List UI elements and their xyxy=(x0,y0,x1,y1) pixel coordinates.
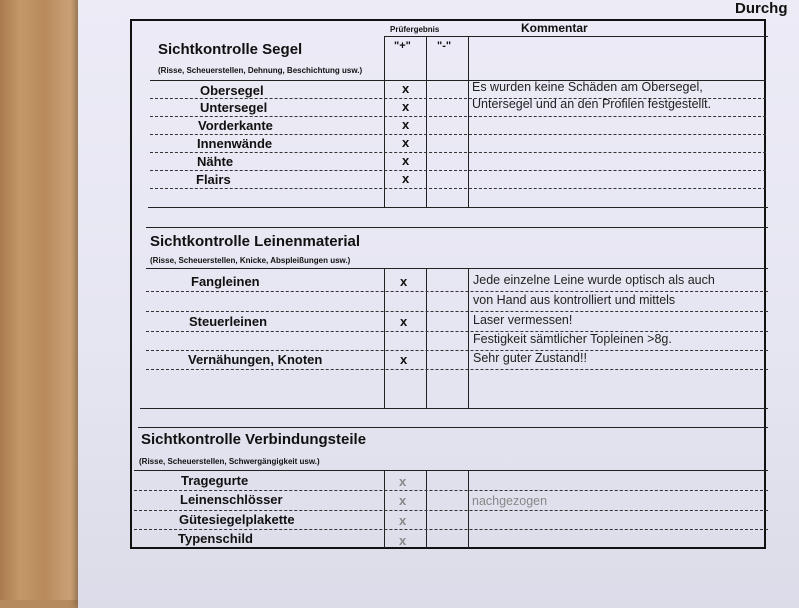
row-mark: x xyxy=(402,81,410,96)
row-label: Fangleinen xyxy=(191,274,260,289)
row-mark: x xyxy=(399,513,407,528)
col-line-minus-3 xyxy=(426,470,427,548)
row-divider xyxy=(146,369,768,370)
col-line-minus-2 xyxy=(426,268,427,408)
row-divider xyxy=(146,350,768,351)
row-comment: Sehr guter Zustand!! xyxy=(473,351,587,365)
row-label: Innenwände xyxy=(197,136,273,151)
col-line-comment xyxy=(468,36,469,208)
row-mark: x xyxy=(402,135,410,150)
col-line-result-2 xyxy=(384,268,385,408)
row-label: Vorderkante xyxy=(198,118,273,133)
row-divider xyxy=(150,188,766,189)
section-divider xyxy=(146,227,768,228)
row-mark: x xyxy=(399,474,407,489)
row-label: Typenschild xyxy=(178,531,253,546)
row-divider xyxy=(134,510,768,511)
section-divider xyxy=(140,408,768,409)
row-divider xyxy=(150,152,766,153)
row-divider xyxy=(150,116,766,117)
row-label: Tragegurte xyxy=(181,473,249,488)
row-comment: von Hand aus kontrolliert und mittels xyxy=(473,293,676,307)
section-divider xyxy=(148,207,768,208)
row-label: Vernähungen, Knoten xyxy=(188,352,323,367)
row-label: Obersegel xyxy=(200,83,264,98)
row-label: Leinenschlösser xyxy=(180,492,283,507)
section-subtitle: (Risse, Scheuerstellen, Schwergängigkeit usw.) xyxy=(139,457,320,466)
row-mark: x xyxy=(402,99,410,114)
row-divider xyxy=(146,331,768,332)
row-divider xyxy=(150,170,766,171)
col-line-comment-2 xyxy=(468,268,469,408)
comment-column-header: Kommentar xyxy=(521,21,588,35)
row-divider xyxy=(146,291,768,292)
section-divider xyxy=(138,427,768,428)
row-divider xyxy=(134,490,768,491)
row-label: Flairs xyxy=(196,172,231,187)
row-label: Steuerleinen xyxy=(189,314,268,329)
result-column-header: Prüfergebnis xyxy=(390,25,440,34)
row-mark: x xyxy=(400,314,408,329)
section-title: Sichtkontrolle Leinenmaterial xyxy=(150,233,361,250)
row-divider xyxy=(150,134,766,135)
col-line-result xyxy=(384,36,385,208)
row-label: Nähte xyxy=(197,154,234,169)
plus-column-header: "+" xyxy=(394,40,411,52)
section-title: Sichtkontrolle Segel xyxy=(158,41,303,58)
section-divider xyxy=(134,470,768,471)
section-subtitle: (Risse, Scheuerstellen, Knicke, Abspleißungen usw.) xyxy=(150,256,351,265)
row-label: Untersegel xyxy=(200,100,268,115)
row-mark: x xyxy=(399,533,407,548)
row-comment: Festigkeit sämtlicher Topleinen >8g. xyxy=(473,332,672,346)
minus-column-header: "-" xyxy=(437,40,452,52)
row-mark: x xyxy=(400,352,408,367)
col-line-minus xyxy=(426,36,427,208)
row-mark: x xyxy=(402,171,410,186)
row-divider xyxy=(146,311,768,312)
section-divider xyxy=(146,268,768,269)
col-line-result-3 xyxy=(384,470,385,548)
row-comment: Jede einzelne Leine wurde optisch als auch xyxy=(473,273,715,287)
row-label: Gütesiegelplakette xyxy=(179,512,295,527)
row-mark: x xyxy=(399,493,407,508)
header-divider xyxy=(384,36,768,37)
row-comment: nachgezogen xyxy=(472,494,548,508)
page-header-fragment: Durchg xyxy=(735,0,788,17)
row-mark: x xyxy=(400,274,408,289)
row-comment: Laser vermessen! xyxy=(473,313,573,327)
row-mark: x xyxy=(402,153,410,168)
row-divider xyxy=(134,529,768,530)
row-comment: Es wurden keine Schäden am Obersegel, xyxy=(472,80,703,94)
row-comment: Untersegel und an den Profilen festgestellt. xyxy=(472,97,712,111)
section-subtitle: (Risse, Scheuerstellen, Dehnung, Beschichtung usw.) xyxy=(158,66,363,75)
col-line-comment-3 xyxy=(468,470,469,548)
section-title: Sichtkontrolle Verbindungsteile xyxy=(141,431,367,448)
row-mark: x xyxy=(402,117,410,132)
